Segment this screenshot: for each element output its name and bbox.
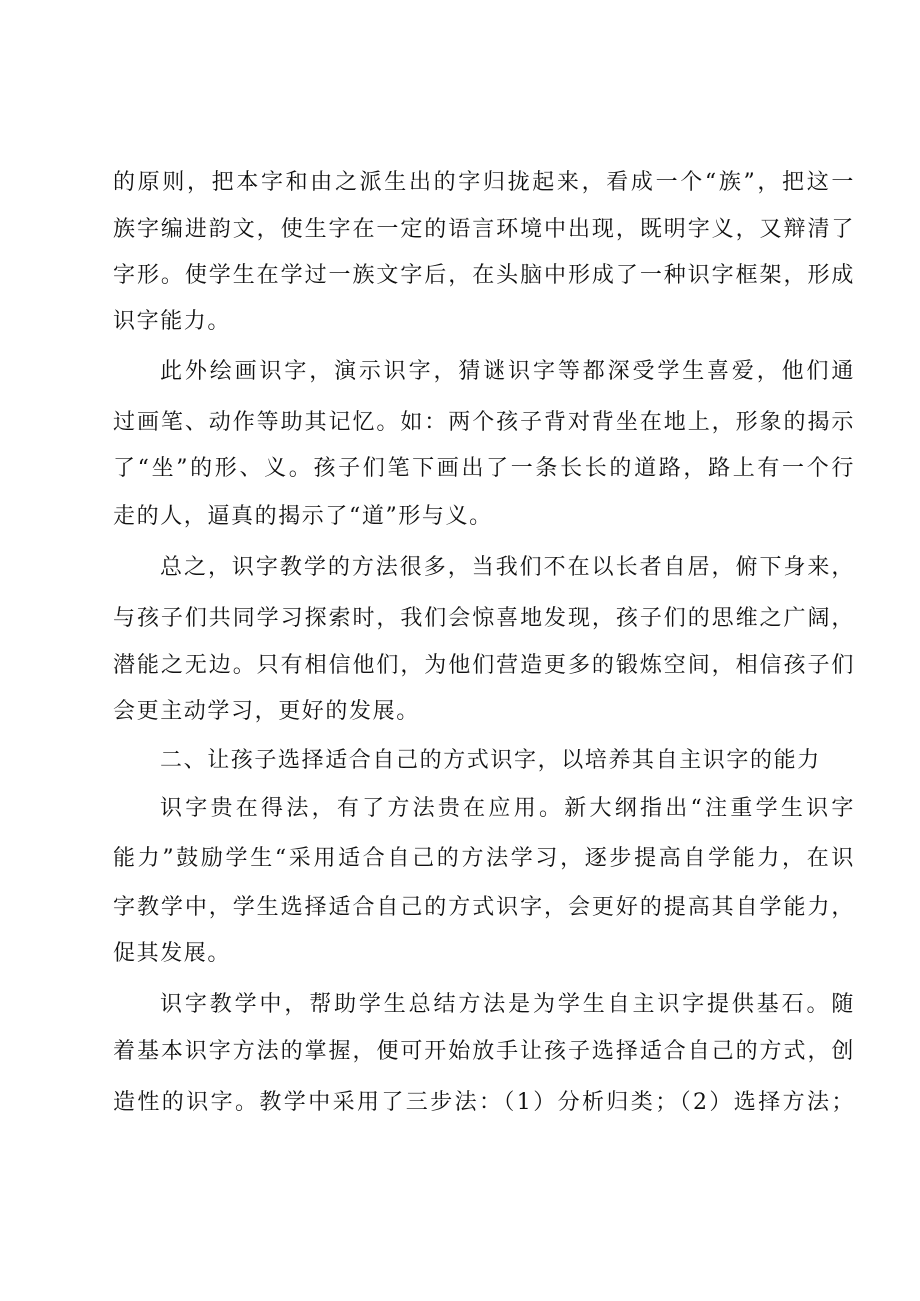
text-line: 识字能力。 [113,309,232,334]
text-line: 字形。使学生在学过一族文字后，在头脑中形成了一种识字框架，形成 [113,263,855,288]
text-line: 的原则，把本字和由之派生出的字归拢起来，看成一个“族”，把这一 [113,170,855,195]
text-line: 潜能之无边。只有相信他们，为他们营造更多的锻炼空间，相信孩子们 [113,653,855,678]
text-line: 二、让孩子选择适合自己的方式识字，以培养其自主识字的能力 [160,748,821,773]
text-line: 着基本识字方法的掌握，便可开始放手让孩子选择适合自己的方式，创 [113,1039,855,1064]
text-line: 与孩子们共同学习探索时，我们会惊喜地发现，孩子们的思维之广阔， [113,606,855,631]
text-line: 过画笔、动作等助其记忆。如：两个孩子背对背坐在地上，形象的揭示 [113,410,855,435]
text-line: 识字教学中，帮助学生总结方法是为学生自主识字提供基石。随 [160,992,855,1017]
text-line: 会更主动学习，更好的发展。 [113,699,420,724]
text-line: 促其发展。 [113,941,232,966]
text-line: 此外绘画识字，演示识字，猜谜识字等都深受学生喜爱，他们通 [160,359,855,384]
text-line: 总之，识字教学的方法很多，当我们不在以长者自居，俯下身来， [160,555,855,580]
text-line: 走的人，逼真的揭示了“道”形与义。 [113,504,493,529]
text-line: 能力”鼓励学生“采用适合自己的方法学习，逐步提高自学能力，在识 [113,846,855,871]
text-line: 识字贵在得法，有了方法贵在应用。新大纲指出“注重学生识字 [160,796,855,821]
text-line: 了“坐”的形、义。孩子们笔下画出了一条长长的道路，路上有一个行 [113,456,855,481]
text-line: 造性的识字。教学中采用了三步法：（1）分析归类；（2）选择方法； [113,1090,855,1115]
text-line: 字教学中，学生选择适合自己的方式识字，会更好的提高其自学能力， [113,895,855,920]
text-line: 族字编进韵文，使生字在一定的语言环境中出现，既明字义，又辩清了 [113,217,855,242]
